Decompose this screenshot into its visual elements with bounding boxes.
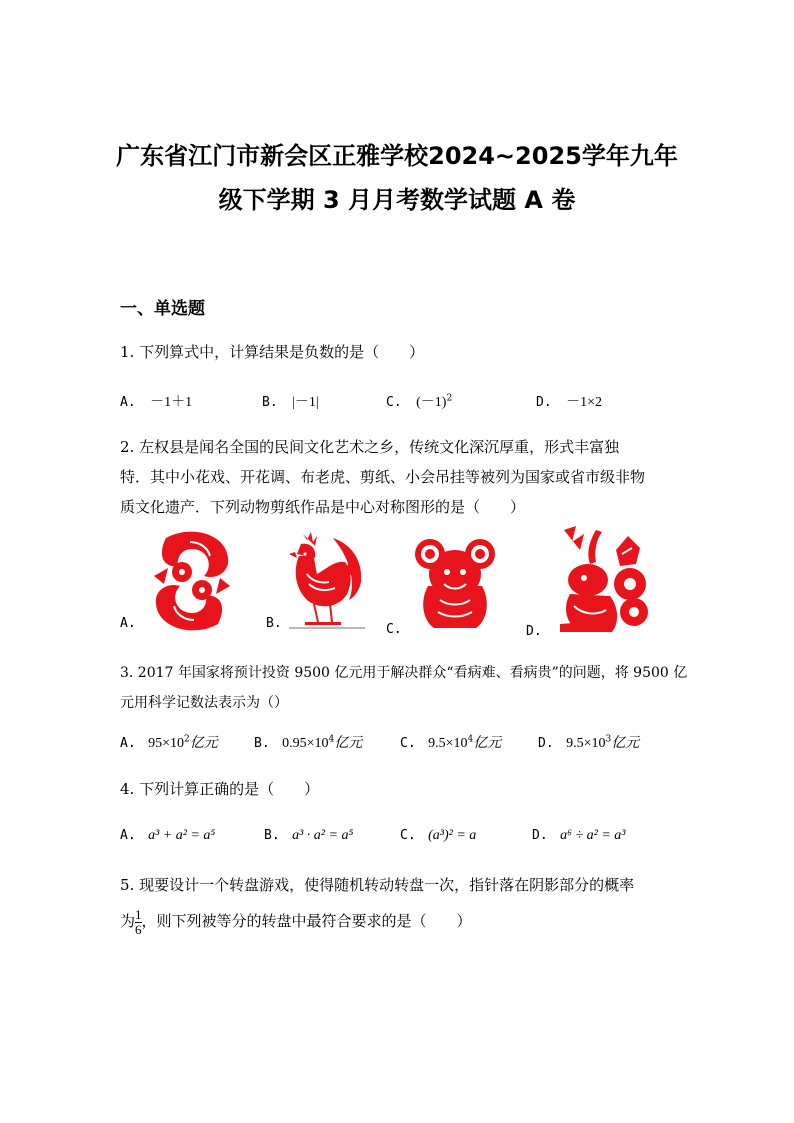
q1-option-d[interactable]	[536, 391, 602, 411]
option-label: A.	[120, 395, 136, 410]
q1-option-a[interactable]	[120, 391, 192, 411]
question-3-line1: 3. 2017 年国家将预计投资 9500 亿元用于解决群众“看病难、看病贵”的问题，将 9500 亿	[120, 665, 688, 681]
q4-option-c[interactable]	[400, 827, 476, 844]
option-label: C.	[400, 828, 416, 843]
question-5-line1: 5. 现要设计一个转盘游戏，使得随机转动转盘一次，指针落在阴影部分的概率	[120, 876, 635, 894]
option-unit: 亿元	[611, 736, 640, 751]
option-math: a⁶ ÷ a² = a³	[560, 828, 626, 843]
papercut-mouse-icon	[414, 534, 496, 632]
option-exponent: 3	[605, 734, 612, 745]
option-math: |－1|	[292, 395, 319, 410]
option-exponent: 4	[328, 734, 335, 745]
papercut-fish-icon	[146, 528, 238, 634]
option-label: A.	[120, 828, 136, 843]
question-1-text: 1. 下列算式中，计算结果是负数的是（ ）	[120, 343, 425, 361]
papercut-rabbit-icon	[556, 524, 654, 636]
option-math: －1×2	[566, 395, 603, 410]
option-math: (a³)² = a	[428, 828, 477, 843]
question-2-line3: 质文化遗产．下列动物剪纸作品是中心对称图形的是（ ）	[120, 498, 526, 516]
option-math: －1＋1	[150, 395, 193, 410]
option-unit: 亿元	[473, 736, 502, 751]
option-label: B.	[264, 828, 280, 843]
question-5-line2	[120, 906, 676, 937]
option-base: 0.95×10	[282, 736, 329, 751]
option-math: a³ · a² = a⁵	[292, 828, 354, 843]
option-label: D.	[532, 828, 548, 843]
option-label: C.	[400, 736, 416, 751]
q3-option-d[interactable]	[538, 732, 639, 752]
option-math: a³ + a² = a⁵	[148, 828, 216, 843]
q5-prefix: 为	[120, 912, 136, 930]
option-base: 9.5×10	[566, 736, 606, 751]
question-3-line2: 元用科学记数法表示为（）	[120, 695, 288, 711]
option-label: B.	[262, 395, 278, 410]
q3-option-b[interactable]	[254, 732, 362, 752]
document-title-line1: 广东省江门市新会区正雅学校2024~2025学年九年	[116, 142, 678, 170]
q4-option-b[interactable]	[264, 827, 353, 844]
q4-option-d[interactable]	[532, 827, 626, 844]
option-label: A.	[120, 736, 136, 751]
option-exponent: 4	[467, 734, 474, 745]
fraction-denominator: 6	[135, 921, 142, 937]
question-4-text: 4. 下列计算正确的是（ ）	[120, 780, 320, 798]
q1-option-b[interactable]	[262, 391, 319, 411]
option-math: (－1)	[416, 395, 447, 410]
option-label: D.	[538, 736, 554, 751]
question-2-line1: 2. 左权县是闻名全国的民间文化艺术之乡，传统文化深沉厚重，形式丰富独	[120, 438, 620, 456]
question-2-line2: 特．其中小花戏、开花调、布老虎、剪纸、小会吊挂等被列为国家或省市级非物	[120, 468, 646, 486]
q3-option-a[interactable]	[120, 732, 218, 752]
option-unit: 亿元	[189, 736, 218, 751]
option-exponent: 2	[184, 734, 190, 745]
q4-option-a[interactable]	[120, 827, 215, 844]
option-label: C.	[386, 395, 402, 410]
option-exponent: 2	[446, 393, 453, 404]
option-base: 9.5×10	[428, 736, 468, 751]
q3-option-c[interactable]	[400, 732, 501, 752]
q2-option-b-label[interactable]: B.	[266, 616, 282, 631]
section-heading: 一、单选题	[120, 299, 205, 319]
q2-option-c-label[interactable]: C.	[386, 622, 402, 637]
q1-option-c[interactable]	[386, 391, 452, 411]
option-unit: 亿元	[334, 736, 363, 751]
option-label: D.	[536, 395, 552, 410]
fraction-numerator: 1	[135, 906, 142, 922]
papercut-rooster-icon	[289, 530, 365, 632]
q2-option-a-label[interactable]: A.	[120, 616, 136, 631]
option-base: 95×10	[148, 736, 185, 751]
option-label: B.	[254, 736, 270, 751]
q2-option-d-label[interactable]: D.	[526, 624, 542, 639]
document-title-line2: 级下学期 3 月月考数学试题 A 卷	[218, 186, 576, 214]
q5-rest: ，则下列被等分的转盘中最符合要求的是（ ）	[141, 912, 472, 930]
